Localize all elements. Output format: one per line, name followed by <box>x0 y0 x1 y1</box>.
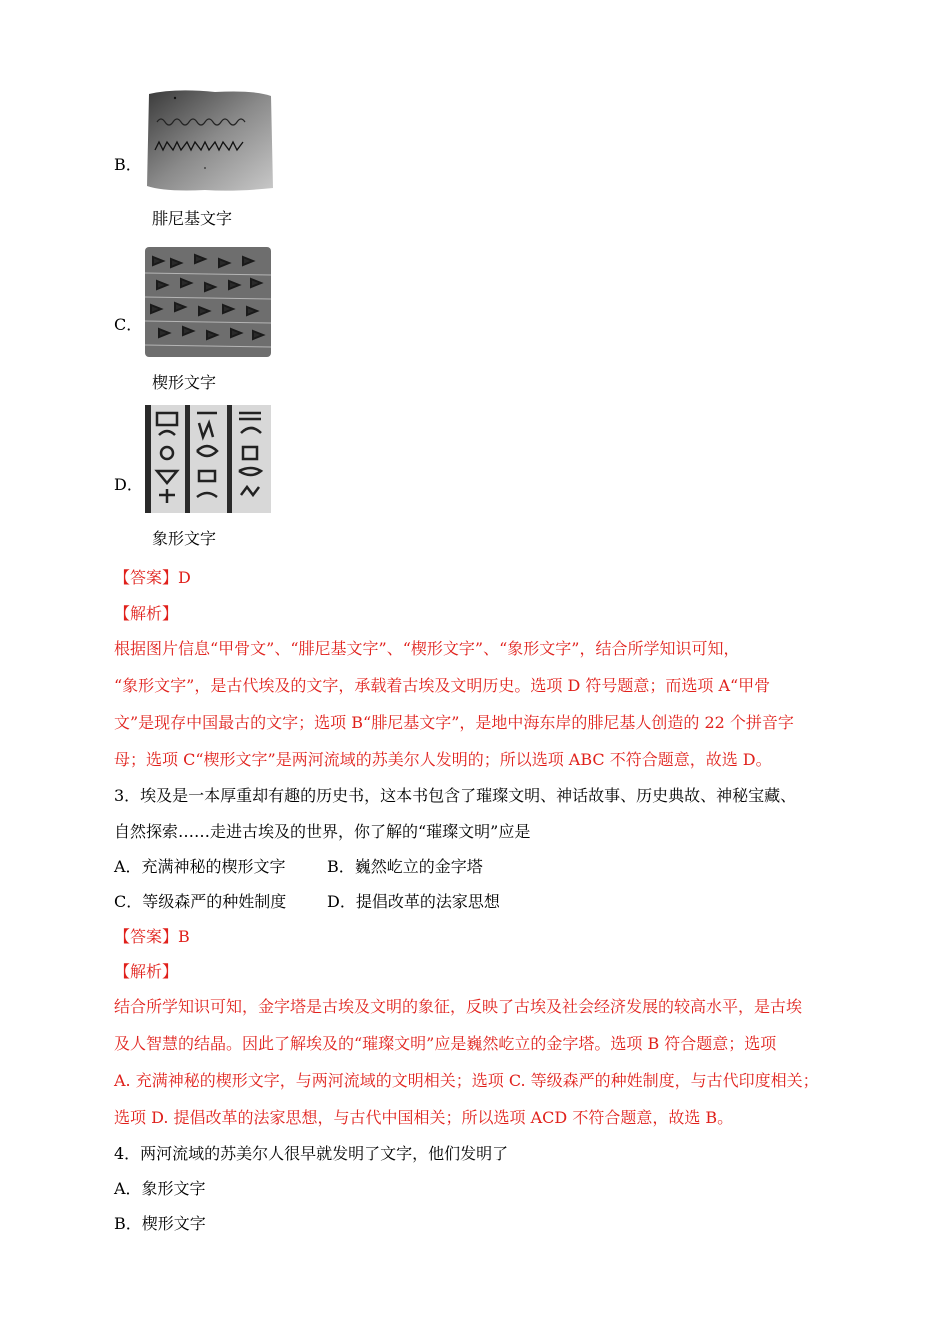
phoenician-tablet-image <box>145 88 275 193</box>
q3-analysis-line: A. 充满神秘的楔形文字，与两河流域的文明相关；选项 C. 等级森严的种姓制度，与古代印度相关； <box>114 1071 819 1090</box>
option-letter-c: C． <box>114 315 143 334</box>
q3-option-c: C．等级森严的种姓制度 <box>114 892 287 911</box>
caption-phoenician: 腓尼基文字 <box>152 209 233 228</box>
q4-stem: 4．两河流域的苏美尔人很早就发明了文字，他们发明了 <box>114 1144 509 1163</box>
q3-analysis-line: 结合所学知识可知，金字塔是古埃及文明的象征，反映了古埃及社会经济发展的较高水平，是古埃 <box>114 997 803 1016</box>
q3-option-d: D．提倡改革的法家思想 <box>327 892 500 911</box>
option-letter-b: B． <box>114 155 142 174</box>
q3-option-b: B．巍然屹立的金字塔 <box>327 857 483 876</box>
q4-option-b: B．楔形文字 <box>114 1214 206 1233</box>
hieroglyph-panel-image <box>145 405 271 513</box>
q3-option-a: A．充满神秘的楔形文字 <box>114 857 286 876</box>
q3-analysis-line: 选项 D. 提倡改革的法家思想，与古代中国相关；所以选项 ACD 不符合题意，故选 B。 <box>114 1108 734 1127</box>
q3-answer: 【答案】B <box>114 927 190 946</box>
q3-stem-line: 3．埃及是一本厚重却有趣的历史书，这本书包含了璀璨文明、神话故事、历史典故、神秘宝藏、 <box>114 786 797 805</box>
q2-analysis-line: 文”是现存中国最古的文字；选项 B“腓尼基文字”，是地中海东岸的腓尼基人创造的 22 个拼音字 <box>114 713 794 732</box>
q3-analysis-label: 【解析】 <box>114 962 179 981</box>
option-letter-d: D． <box>114 475 143 494</box>
q3-analysis-line: 及人智慧的结晶。因此了解埃及的“璀璨文明”应是巍然屹立的金字塔。选项 B 符合题意；选项 <box>114 1034 777 1053</box>
cuneiform-tablet-image <box>145 247 271 357</box>
caption-hieroglyph: 象形文字 <box>152 529 217 548</box>
q2-analysis-label: 【解析】 <box>114 604 179 623</box>
q4-option-a: A．象形文字 <box>114 1179 206 1198</box>
q2-analysis-line: 母；选项 C“楔形文字”是两河流域的苏美尔人发明的；所以选项 ABC 不符合题意，故选 D。 <box>114 750 772 769</box>
q2-analysis-line: 根据图片信息“甲骨文”、“腓尼基文字”、“楔形文字”、“象形文字”，结合所学知识可知， <box>114 639 740 658</box>
q2-analysis-line: “象形文字”，是古代埃及的文字，承载着古埃及文明历史。选项 D 符号题意；而选项 A“甲骨 <box>114 676 771 695</box>
q2-answer: 【答案】D <box>114 568 191 587</box>
q3-stem-line: 自然探索……走进古埃及的世界，你了解的“璀璨文明”应是 <box>114 822 531 841</box>
caption-cuneiform: 楔形文字 <box>152 373 217 392</box>
